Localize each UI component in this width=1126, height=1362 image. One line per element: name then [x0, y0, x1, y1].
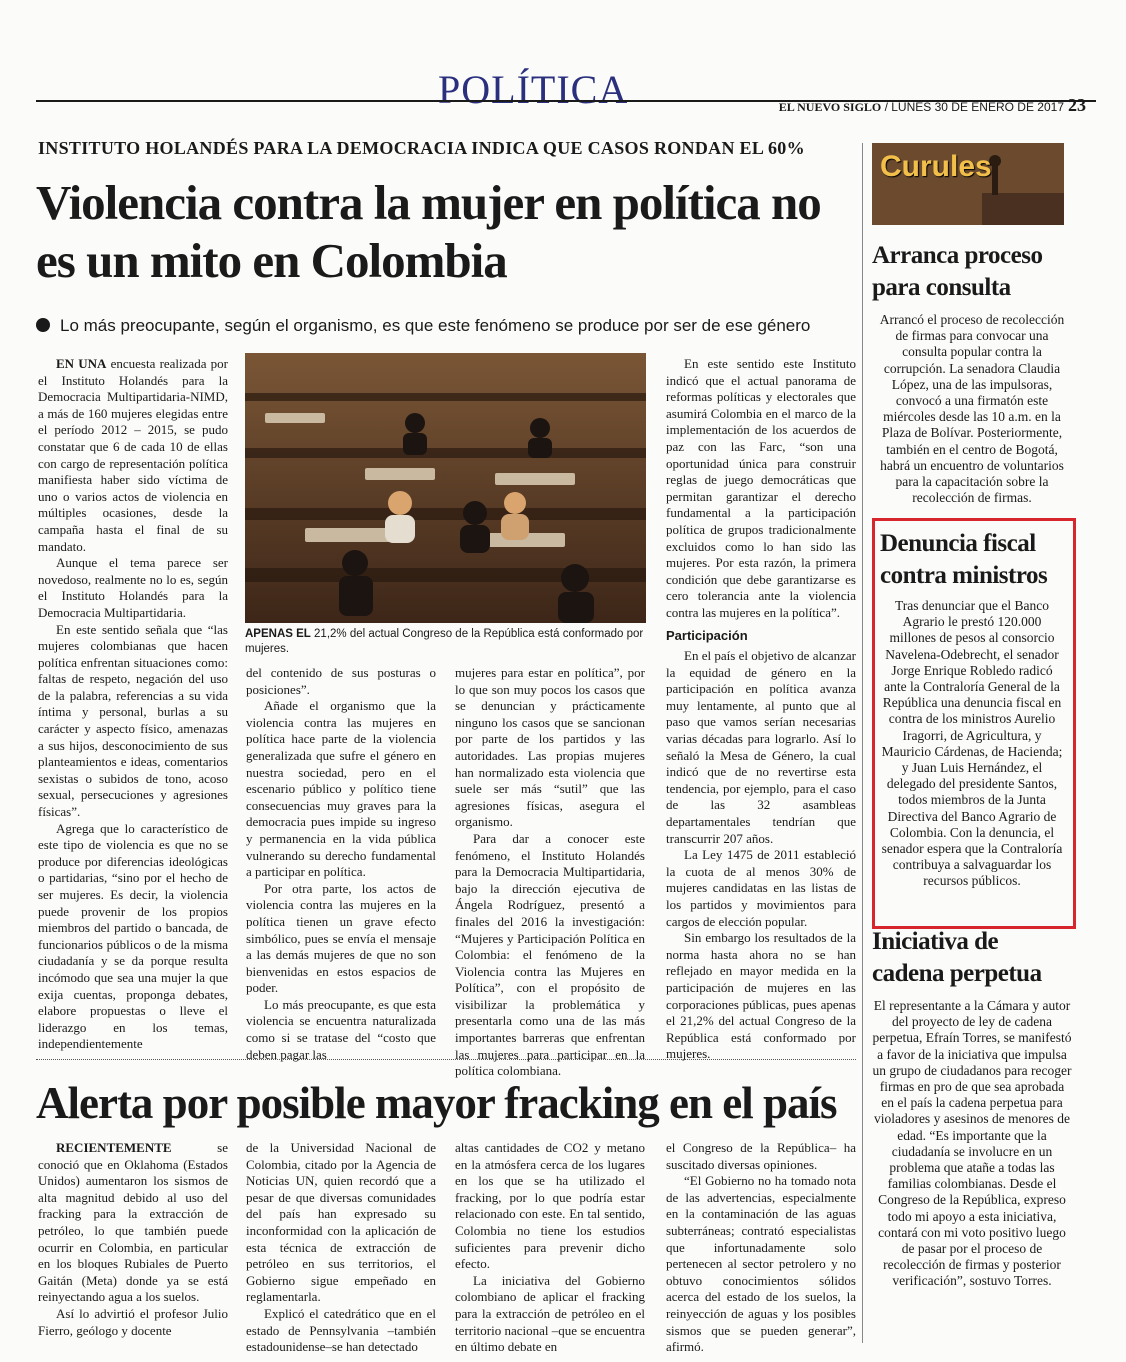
- bullet-icon: [36, 318, 50, 332]
- sidebar-item-title: Denuncia fiscal contra ministros: [880, 530, 1048, 589]
- caption-lead: APENAS EL: [245, 628, 311, 640]
- paragraph: Para dar a conocer este fenómeno, el Instituto Holandés para la Democracia Multipartidaria, bajo la dirección ejecutiva de Ángela Rodríguez, presentó a finales del 2016 la investigación: “Mujeres y Participación Política en Colombia: el fenómeno de la Violencia contra las Mujeres en Política”, con el propósito de visibilizar la problemática y presentarla como una de las más importantes barreras que enfrentan las mujeres para participar en la política colombiana.: [455, 830, 645, 1079]
- congress-photo: [245, 353, 646, 623]
- fracking-column-4: [666, 1140, 856, 1356]
- article-subhead: [36, 316, 810, 336]
- article-column-2: [246, 665, 436, 1063]
- sidebar-item-title: Iniciativa de cadena perpetua: [872, 928, 1042, 987]
- paragraph: Agrega que lo característico de este tipo de violencia es que no se produce por diferencias ideológicas o partidarias, “sino por el hecho de ser mujeres. Es decir, la violencia puede provenir de los propios miembros del partido o bancada, de funcionarios públicos o de la misma ciudadanía y se da porque resulta incómodo que sea una mujer la que exija cuentas, proponga debates, elabore propuestas o lleve el liderazgo en los temas, independientemente: [38, 820, 228, 1052]
- congress-photo-illustration: [245, 353, 646, 623]
- page-number: 23: [1068, 95, 1086, 115]
- paragraph: Lo más preocupante, es que esta violencia se encuentra naturalizada como si se tratase del “costo que deben pagar las: [246, 996, 436, 1062]
- section-title: POLÍTICA: [438, 67, 629, 112]
- paragraph: altas cantidades de CO2 y metano en la atmósfera cerca de los lugares en los que se ha utilizado el fracking, por lo que podría estar relacionado con este. En tal sentido, Colombia no tiene los estudios suficientes para prevenir dicho efecto.: [455, 1140, 645, 1272]
- sidebar-item-consulta: [872, 240, 1072, 506]
- paragraph: del contenido de sus posturas o posiciones”.: [246, 665, 436, 697]
- article-headline: Violencia contra la mujer en política no es un mito en Colombia: [36, 175, 821, 288]
- paragraph: La iniciativa del Gobierno colombiano de aplicar el fracking para la extracción de petróleo en el territorio nacional –que se encuentra en último debate en: [455, 1272, 645, 1355]
- caption-text: 21,2% del actual Congreso de la República está conformado por mujeres.: [245, 628, 644, 655]
- paragraph: Añade el organismo que la violencia contra las mujeres en política hace parte de la violencia generalizada que sufre el género en nuestra sociedad, pero en el escenario público y político tiene consecuencias muy graves para la democracia pues impide su ingreso y permanencia en la vida pública vulnerando su derecho fundamental a participar en política.: [246, 698, 436, 880]
- subhead-text: Lo más preocupante, según el organismo, es que este fenómeno se produce por ser de ese género: [60, 316, 811, 335]
- lead-words: EN UNA: [56, 356, 107, 371]
- article-divider: [36, 1059, 856, 1060]
- sidebar-item-title: Arranca proceso para consulta: [872, 242, 1043, 301]
- paragraph: mujeres para estar en política”, por lo que son muy pocos los casos que se denuncian y prácticamente ninguno los casos que se sancionan por parte de los partidos y las autoridades. Las propias mujeres han normalizado esta violencia que suele ser más “sutil” que las agresiones físicas, asegura el organismo.: [455, 665, 645, 830]
- sidebar-item-text: Tras denunciar que el Banco Agrario le prestó 120.000 millones de pesos al consorcio Navelena-Odebrecht, el senador Jorge Enrique Robledo radicó ante la Contraloría General de la República una denuncia fiscal en contra de los ministros Aurelio Iragorri, de Agricultura, y Mauricio Cárdenas, de Hacienda; y Juan Luis Hernández, el delegado del presidente Santos, todos miembros de la Junta Directiva del Banco Agrario de Colombia. Con la denuncia, el senador espera que la Contraloría contribuya a salvaguardar los recursos públicos.: [881, 598, 1063, 889]
- paragraph: de la Universidad Nacional de Colombia, citado por la Agencia de Noticias UN, quien recordó que a pesar de que diversas comunidades del país han expresado su inconformidad con la aplicación de esta técnica de extracción de petróleo en sus territorios, el Gobierno sigue empeñado en reglamentarla.: [246, 1140, 436, 1305]
- paragraph: se conoció que en Oklahoma (Estados Unidos) aumentaron los sismos de alta magnitud debido al uso del fracking para la extracción de petróleo, lo que también puede ocurrir en Colombia, en particular en los bloques Rubiales de Puerto Gaitán (Meta) donde ya se está reinyectando agua a los suelos.: [38, 1140, 228, 1305]
- paragraph: Sin embargo los resultados de la norma hasta ahora no se han reflejado en mayor medida en la participación de mujeres en las corporaciones públicas, pues apenas el 21,2% del actual Congreso de la República está conformado por mujeres.: [666, 930, 856, 1062]
- sidebar-rule: [862, 143, 863, 1343]
- article-column-1: [38, 356, 228, 1053]
- paragraph: Por otra parte, los actos de violencia contra las mujeres en la política tienen un grave efecto simbólico, pues se envía el mensaje a las demás mujeres de que no son bienvenidas en estos espacios de poder.: [246, 880, 436, 996]
- fracking-column-2: [246, 1140, 436, 1356]
- sidebar-item-text: El representante a la Cámara y autor del proyecto de ley de cadena perpetua, Efraín Torres, se manifestó a favor de la iniciativa que impulsa un grupo de ciudadanos para recoger firmas en pro de que sea aprobada en el país la cadena perpetua para violadores y asesinos de menores de edad. “Es importante que la ciudadanía se involucre en un problema que atañe a todas las familias colombianas. Desde el Congreso de la República, expreso todo mi apoyo a esta iniciativa, contará con mi voto positivo luego de pasar por el proceso de recolección de firmas y posterior verificación”, sostuvo Torres.: [872, 998, 1072, 1289]
- fracking-column-3: [455, 1140, 645, 1356]
- article-column-4: [666, 356, 856, 1063]
- issue-date: / LUNES 30 DE ENERO DE 2017: [881, 100, 1064, 114]
- lead-words: RECIENTEMENTE: [56, 1140, 172, 1155]
- paragraph: En este sentido este Instituto indicó que el actual panorama de reformas políticas y electorales que asumirá Colombia en el marco de la implementación de los acuerdos de paz con las Farc, “son una oportunidad única para construir reglas de juego democráticas que permitan garantizar el derecho fundamental a la participación política de grupos tradicionalmente excluidos como lo han sido las mujeres. Por esta razón, la primera condición que debe garantizarse es cero tolerancia ante la violencia contra las mujeres en la política”.: [666, 356, 856, 620]
- curules-banner-title: Curules: [880, 150, 992, 183]
- sidebar-item-text: Arrancó el proceso de recolección de firmas para convocar una consulta popular contra la corrupción. La senadora Claudia López, una de las impulsoras, convocó a una firmatón este miércoles desde las 10 a.m. en la Plaza de Bolívar. Posteriormente, también en el centro de Bogotá, habrá un encuentro de voluntarios para la capacitación sobre la recolección de firmas.: [879, 312, 1065, 506]
- newspaper-name: EL NUEVO SIGLO: [778, 100, 882, 114]
- paragraph: Explicó el catedrático que en el estado de Pennsylvania –también estadounidense–se han detectado: [246, 1305, 436, 1355]
- paragraph: Así lo advirtió el profesor Julio Fierro, geólogo y docente: [38, 1305, 228, 1338]
- paragraph: Aunque el tema parece ser novedoso, realmente no lo es, según el Instituto Holandés para la Democracia Multipartidaria.: [38, 555, 228, 620]
- paragraph: el Congreso de la República– ha suscitado diversas opiniones.: [666, 1140, 856, 1172]
- paragraph: En el país el objetivo de alcanzar la equidad de género en la participación en política avanza muy lentamente, al punto que al paso que vamos serían necesarias varias décadas para lograrlo. Así lo señaló la Mesa de Género, la cual indicó que de no revertirse esta tendencia, por ejemplo, para el caso de las 32 asambleas departamentales tendrían que transcurrir 207 años.: [666, 648, 856, 846]
- fracking-headline: Alerta por posible mayor fracking en el país: [36, 1078, 837, 1128]
- section-subheading: Participación: [666, 627, 748, 643]
- article-column-3: [455, 665, 645, 1080]
- paragraph: En este sentido señala que “las mujeres colombianas que hacen política enfrentan situaciones como: faltas de respeto, negación del uso de la palabra, referencias a su vida íntima y personal, burlas a su carácter y aspecto físico, amenazas a sus hijos, desconocimiento de sus planteamientos e ideas, comentarios sexistas o subidos de tono, acoso sexual, persecuciones y agresiones físicas”.: [38, 621, 228, 820]
- fracking-column-1: [38, 1140, 228, 1339]
- sidebar-item-cadena-perpetua: [872, 926, 1072, 1290]
- photo-caption: [245, 627, 650, 657]
- article-kicker: INSTITUTO HOLANDÉS PARA LA DEMOCRACIA INDICA QUE CASOS RONDAN EL 60%: [38, 138, 805, 158]
- dateline: [779, 95, 1086, 116]
- sidebar-item-denuncia: [880, 528, 1064, 890]
- paragraph: “El Gobierno no ha tomado nota de las advertencias, especialmente en la contaminación de las aguas subterráneas; contrató especialistas que infortunadamente solo pertenecen al sector petrolero y no obtuvo conocimientos sólidos acerca del estado de los suelos, la reinyección de aguas y los posibles sismos que se pueden generar”, afirmó.: [666, 1173, 856, 1355]
- paragraph: encuesta realizada por el Instituto Holandés para la Democracia Multipartidaria-NIMD, a más de 160 mujeres elegidas entre el período 2012 – 2015, se pudo constatar que 6 de cada 10 de ellas con cargo de representación política manifiesta haber sido víctima de uno o varios actos de violencia en múltiples ocasiones, desde la campaña hasta el final de su mandato.: [38, 356, 228, 554]
- paragraph: La Ley 1475 de 2011 estableció la cuota de al menos 30% de mujeres candidatas en las listas de los partidos y movimientos para cargos de elección popular.: [666, 847, 856, 929]
